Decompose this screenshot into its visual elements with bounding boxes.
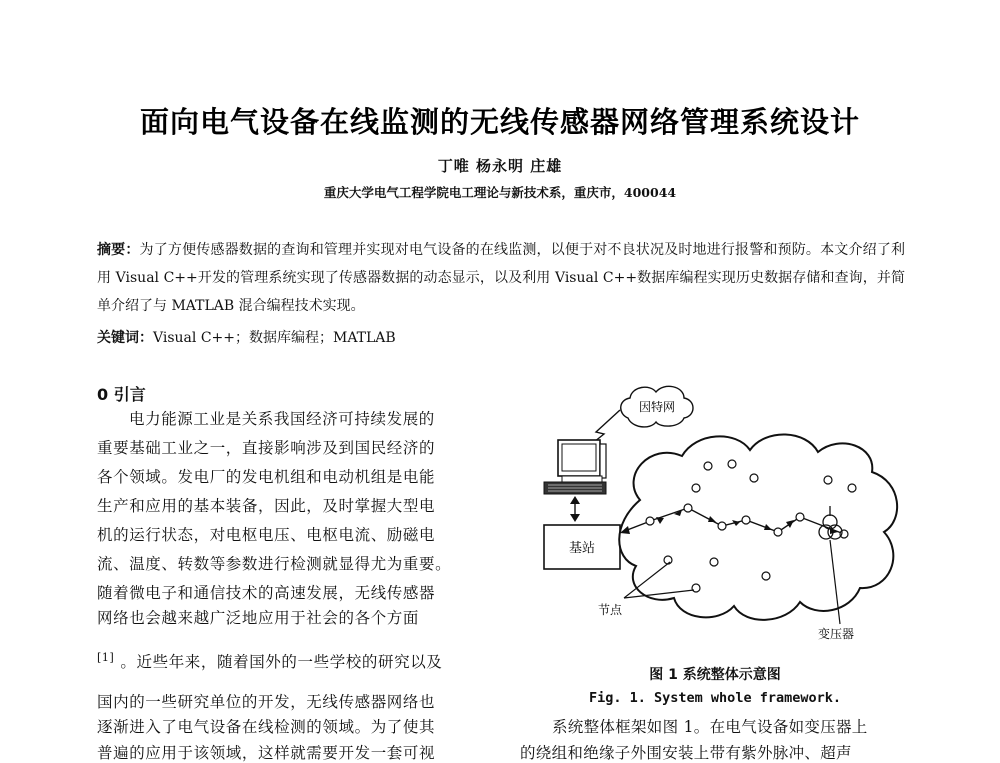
- sensor-node: [848, 484, 856, 492]
- sensor-node: [710, 558, 718, 566]
- keywords-text: Visual C++；数据库编程；MATLAB: [153, 330, 396, 346]
- figure-caption-en: Fig. 1. System whole framework.: [589, 690, 841, 706]
- abstract-text: 为了方便传感器数据的查询和管理并实现对电气设备的在线监测，以便于对不良状况及时地进行报警和预防。本文介绍了利用 Visual C++开发的管理系统实现了传感器数据的动态显示，以及利用 Visual C++数据库编程实现历史数据存储和查询，并简单介绍了与 MATLAB 混合编程技术实现。: [97, 242, 906, 314]
- sensor-node: [824, 476, 832, 484]
- sensor-node: [762, 572, 770, 580]
- sensor-node: [704, 462, 712, 470]
- body-line: 电力能源工业是关系我国经济可持续发展的: [129, 410, 435, 428]
- internet-label: 因特网: [638, 400, 676, 414]
- body-line: 流、温度、转数等参数进行检测就显得尤为重要。: [97, 555, 452, 573]
- body-line-right: 系统整体框架如图 1。在电气设备如变压器上: [552, 718, 868, 736]
- sensor-node: [718, 522, 726, 530]
- body-line: 普遍的应用于该领域，这样就需要开发一套可视: [97, 744, 436, 762]
- body-line-text: 。近些年来，随着国外的一些学校的研究以及: [120, 653, 443, 671]
- sensor-node: [774, 528, 782, 536]
- sensor-node: [742, 516, 750, 524]
- nodes-label: 节点: [598, 603, 623, 617]
- affiliation: 重庆大学电气工程学院电工理论与新技术系，重庆市，400044: [323, 185, 677, 200]
- body-line-right: 的绕组和绝缘子外围安装上带有紫外脉冲、超声: [520, 744, 852, 762]
- system-framework-figure: [500, 380, 930, 660]
- sensor-node: [692, 484, 700, 492]
- sensor-node: [692, 584, 700, 592]
- body-line: 重要基础工业之一，直接影响涉及到国民经济的: [97, 439, 436, 457]
- sensor-node: [796, 513, 804, 521]
- base-station-label: 基站: [568, 541, 596, 556]
- body-line: [97, 650, 482, 672]
- section-title: 0 引言: [97, 385, 146, 404]
- body-line: 网络也会越来越广泛地应用于社会的各个方面: [97, 609, 420, 627]
- sensor-network-cloud: [619, 434, 897, 619]
- body-line: 生产和应用的基本装备，因此，及时掌握大型电: [97, 497, 436, 515]
- figure-caption-cn: 图 1 系统整体示意图: [649, 667, 781, 683]
- body-line: 随着微电子和通信技术的高速发展，无线传感器: [97, 584, 436, 602]
- transformer-label: 变压器: [818, 627, 855, 641]
- body-line: 逐渐进入了电气设备在线检测的领域。为了使其: [97, 718, 436, 736]
- paper-title: 面向电气设备在线监测的无线传感器网络管理系统设计: [139, 105, 860, 139]
- sensor-node: [684, 504, 692, 512]
- body-line: 各个领域。发电厂的发电机组和电动机组是电能: [97, 468, 436, 486]
- sensor-node: [664, 556, 672, 564]
- computer-icon: [544, 440, 606, 494]
- authors: 丁唯 杨永明 庄雄: [437, 157, 563, 175]
- body-line: 机的运行状态，对电枢电压、电枢电流、励磁电: [97, 526, 436, 544]
- abstract: [97, 236, 905, 320]
- body-line: 国内的一些研究单位的开发，无线传感器网络也: [97, 693, 436, 711]
- sensor-node: [750, 474, 758, 482]
- citation: [1]: [97, 651, 115, 664]
- keywords: [97, 327, 396, 347]
- keywords-label: 关键词：: [97, 330, 153, 346]
- sensor-node: [728, 460, 736, 468]
- sensor-node: [646, 517, 654, 525]
- double-arrow-icon: [570, 496, 580, 522]
- abstract-label: 摘要：: [97, 242, 140, 258]
